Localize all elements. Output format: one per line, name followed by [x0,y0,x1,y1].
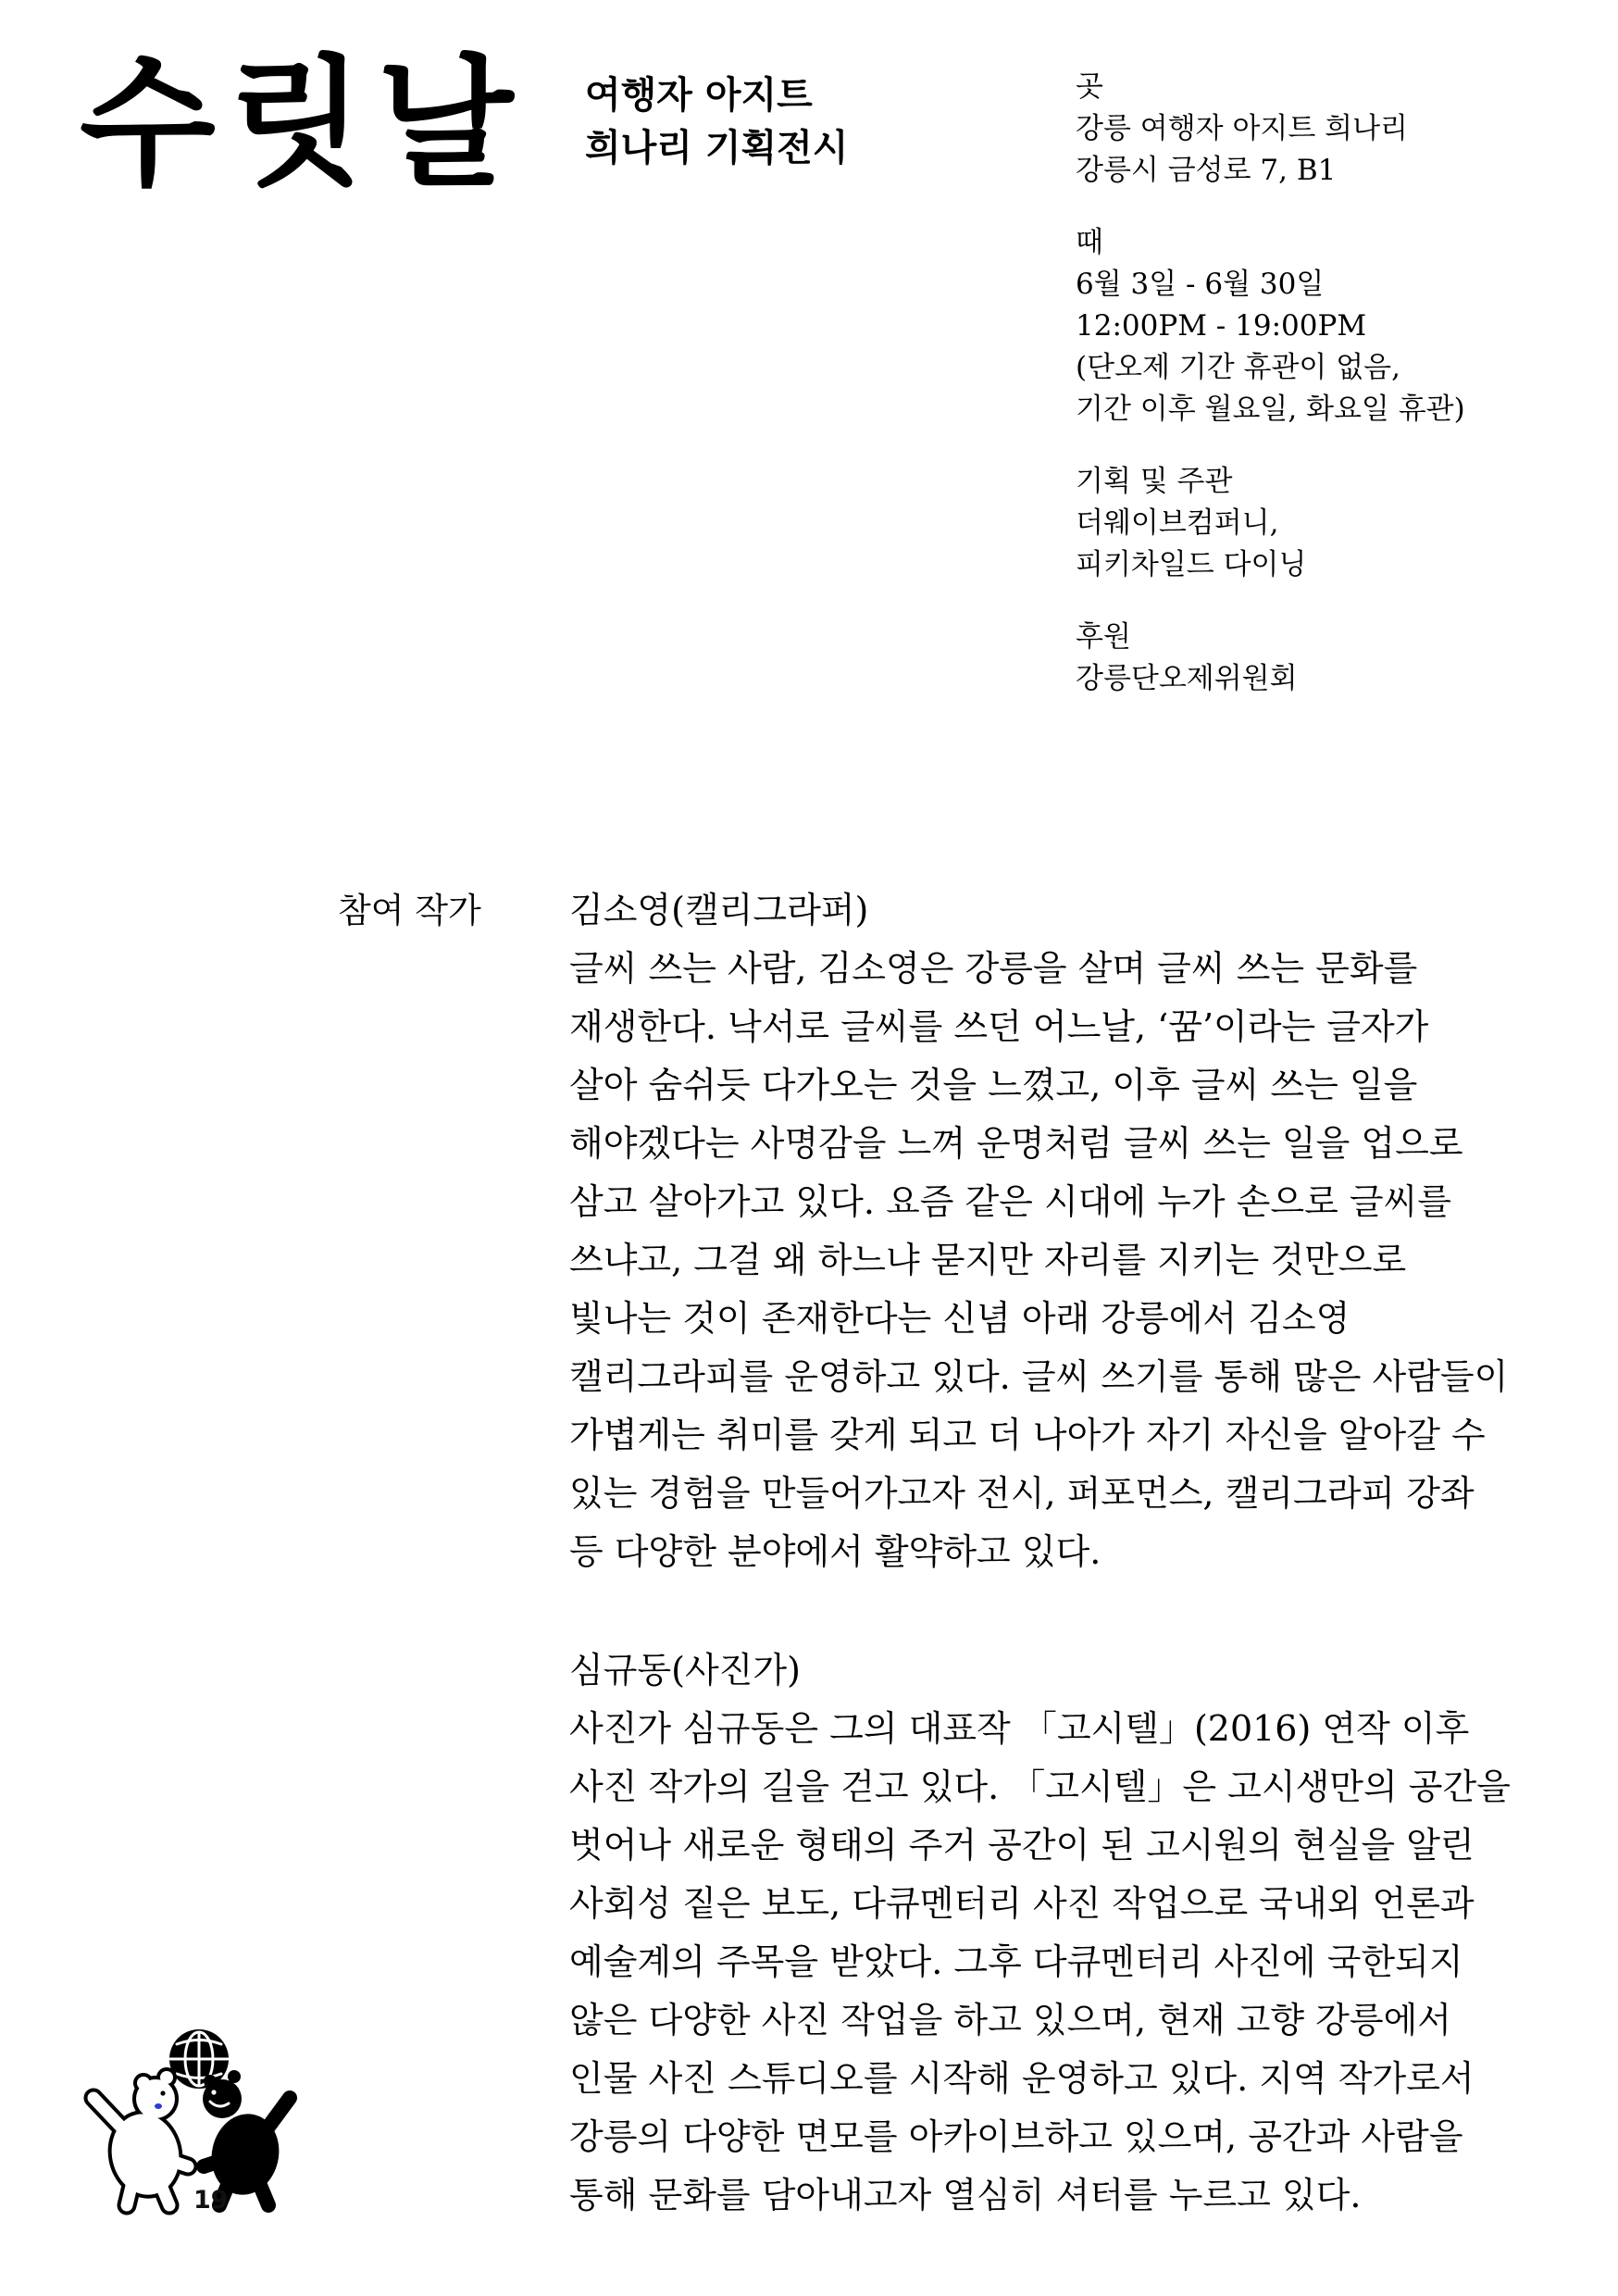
info-section-organizer [1076,461,1594,586]
text-line: 살아 숨쉬듯 다가오는 것을 느꼈고, 이후 글씨 쓰는 일을 [569,1065,1418,1105]
white-bear-icon [93,2071,188,2205]
text-line: 사진가 심규동은 그의 대표작 「고시텔」(2016) 연작 이후 [569,1708,1470,1749]
text-line: 사회성 짙은 보도, 다큐멘터리 사진 작업으로 국내외 언론과 [569,1883,1475,1924]
text-line: 등 다양한 분야에서 활약하고 있다. [569,1531,1101,1572]
text-line: 12:00PM - 19:00PM [1076,309,1367,343]
text-line: 사진 작가의 길을 걷고 있다. 「고시텔」은 고시생만의 공간을 [569,1766,1511,1807]
text-line: 여행자 아지트 [585,73,813,117]
info-column [1076,67,1594,730]
text-line: 기간 이후 월요일, 화요일 휴관) [1076,393,1465,426]
info-lines [1076,108,1594,192]
black-bear-eye [211,2090,216,2094]
text-line: 재생한다. 낙서로 글씨를 쓰던 어느날, ‘꿈’이라는 글자가 [569,1006,1429,1047]
info-label: 곳 [1076,70,1103,104]
text-line: 희나리 기획전시 [585,126,849,169]
page-title: 수릿날 [80,40,527,206]
text-line: 있는 경험을 만들어가고자 전시, 퍼포먼스, 캘리그라피 강좌 [569,1473,1475,1514]
info-lines [1076,264,1594,430]
info-label: 때 [1076,226,1103,259]
text-line: 글씨 쓰는 사람, 김소영은 강릉을 살며 글씨 쓰는 문화를 [569,948,1418,989]
text-line: 않은 다양한 사진 작업을 하고 있으며, 현재 고향 강릉에서 [569,2000,1451,2040]
text-line: 인물 사진 스튜디오를 시작해 운영하고 있다. 지역 작가로서 [569,2058,1475,2099]
info-lines [1076,503,1594,586]
text-line: 캘리그라피를 운영하고 있다. 글씨 쓰기를 통해 많은 사람들이 [569,1356,1509,1397]
text-line: 통해 문화를 담아내고자 열심히 셔터를 누르고 있다. [569,2175,1362,2215]
text-line: 강릉의 다양한 면모를 아카이브하고 있으며, 공간과 사람을 [569,2116,1463,2157]
text-line: 쓰냐고, 그걸 왜 하느냐 묻지만 자리를 지키는 것만으로 [569,1240,1407,1280]
info-section-sponsor [1076,617,1594,700]
info-label: 후원 [1076,620,1131,654]
text-line: 해야겠다는 사명감을 느껴 운명처럼 글씨 쓰는 일을 업으로 [569,1123,1463,1164]
info-label: 기획 및 주관 [1076,465,1233,498]
artist-bios [569,881,1578,2225]
artist-bio-text [569,940,1578,1581]
artist-bio-sim-gyudong [569,1641,1578,2225]
dancing-bears-logo [79,2011,310,2242]
text-line: 삼고 살아가고 있다. 요즘 같은 시대에 누가 손으로 글씨를 [569,1181,1451,1222]
white-bear-blue-mouth [155,2103,162,2109]
logo-number: 19 [193,2186,229,2215]
text-line: 6월 3일 - 6월 30일 [1076,268,1325,301]
info-section-time [1076,222,1594,430]
text-line: 빛나는 것이 존재한다는 신념 아래 강릉에서 김소영 [569,1298,1350,1339]
text-line: 피키차일드 다이닝 [1076,548,1307,581]
artist-bio-text [569,1700,1578,2225]
text-line: 벗어나 새로운 형태의 주거 공간이 된 고시원의 현실을 알린 [569,1825,1475,1866]
text-line: 가볍게는 취미를 갖게 되고 더 나아가 자기 자신을 알아갈 수 [569,1415,1486,1455]
text-line: 예술계의 주목을 받았다. 그후 다큐멘터리 사진에 국한되지 [569,1941,1463,1982]
artist-bio-kim-soyoung [569,881,1578,1581]
white-bear-eye [160,2090,165,2095]
info-section-place [1076,67,1594,192]
text-line: 더웨이브컴퍼니, [1076,506,1279,540]
participating-artists-label: 참여 작가 [338,891,481,930]
text-line: 강릉단오제위원회 [1076,662,1298,695]
text-line: 강릉시 금성로 7, B1 [1076,154,1337,187]
subtitle [585,69,848,174]
artist-name: 김소영(캘리그라퍼) [569,890,869,930]
text-line: (단오제 기간 휴관이 없음, [1076,351,1400,384]
text-line: 강릉 여행자 아지트 희나리 [1076,112,1408,145]
artist-name: 심규동(사진가) [569,1650,801,1691]
info-lines [1076,658,1594,700]
